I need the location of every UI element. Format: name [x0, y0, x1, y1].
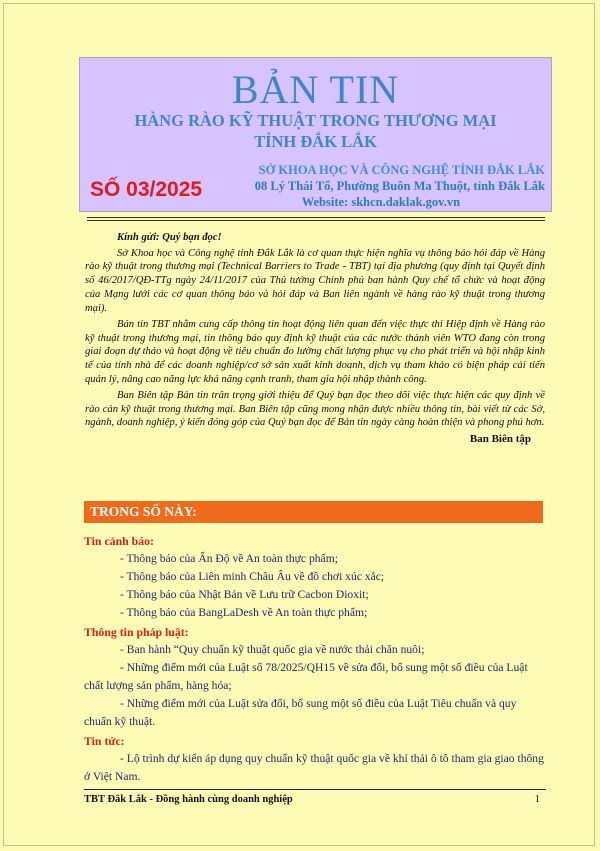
page-number: 1	[534, 794, 540, 805]
intro-paragraph-2: Bản tin TBT nhằm cung cấp thông tin hoạt động liên quan đến việc thực thi Hiệp định về Hàng rào kỹ thuật trong thương mại, tin thông báo quy định kỹ thuật của các nước thành viên WTO đang còn trong giai đoạn dự thảo và hoạt động về tiêu chuẩn đo lường chất lượng phục vụ cho phát triển và hội nhập kinh tế của tỉnh nhà để các doanh nghiệp/cơ sở sản xuất kinh doanh, dịch vụ tham khảo có biện pháp cải tiến quản lý, nâng cao năng lực khả năng cạnh tranh, tham gia hội nhập thành công.	[85, 318, 545, 385]
publisher-info	[255, 162, 545, 210]
newsletter-header	[79, 57, 552, 212]
issue-number: SỐ 03/2025	[90, 178, 203, 201]
toc-item[interactable]: - Những điểm mới của Luật số 78/2025/QH15 về sửa đổi, bổ sung một số điều của Luật chất lượng sản phẩm, hàng hóa;	[84, 661, 528, 692]
intro-paragraph-3: Ban Biên tập Bản tin trân trọng giới thiệu để Quý bạn đọc theo dõi việc thực hiện các quy định về rào cản kỹ thuật trong thương mại. Ban Biên tập cũng mong nhận được nhiều thông tin, bài viết từ các Sở, ngành, doanh nghiệp, ý kiến đóng góp của Quý bạn đọc để Bản tin ngày càng hoàn thiện và phong phú hơn.	[85, 389, 545, 429]
toc-item[interactable]: - Thông báo của Liên minh Châu Âu về đồ chơi xúc xắc;	[120, 570, 385, 583]
publisher-address: 08 Lý Thái Tổ, Phường Buôn Ma Thuột, tỉnh Đắk Lắk	[254, 179, 545, 193]
greeting: Kính gửi: Quý bạn đọc!	[117, 232, 222, 243]
toc-heading: TRONG SỐ NÀY:	[84, 501, 543, 523]
toc-item[interactable]: - Ban hành “Quy chuẩn kỹ thuật quốc gia về nước thải chăn nuôi;	[120, 643, 425, 656]
toc-section-legal: Thông tin pháp luật:	[84, 625, 189, 639]
toc-item[interactable]: - Thông báo của Ấn Độ về An toàn thực phẩm;	[120, 552, 338, 565]
table-of-contents	[84, 531, 546, 786]
toc-section-news: Tin tức:	[84, 734, 125, 748]
toc-item[interactable]: - Những điểm mới của Luật sửa đổi, bổ sung một số điều của Luật Tiêu chuẩn và quy chuẩn kỹ thuật.	[84, 697, 517, 728]
publisher-website: Website: skhcn.daklak.gov.vn	[301, 195, 461, 209]
toc-section-warnings: Tin cảnh báo:	[84, 534, 154, 548]
newsletter-title: BẢN TIN	[231, 67, 400, 112]
intro-letter	[85, 231, 545, 446]
footer-rule	[84, 789, 546, 790]
newsletter-subtitle-1: HÀNG RÀO KỸ THUẬT TRONG THƯƠNG MẠI	[134, 111, 497, 130]
toc-item[interactable]: - Thông báo của BangLaDesh về An toàn thực phẩm;	[120, 606, 368, 619]
signature: Ban Biên tập	[469, 432, 531, 445]
publisher-name: SỞ KHOA HỌC VÀ CÔNG NGHỆ TỈNH ĐẮK LẮK	[258, 163, 545, 177]
footer-slogan: TBT Đắk Lắk - Đồng hành cùng doanh nghiệp	[84, 794, 293, 805]
header-rule-double	[87, 220, 545, 221]
header-rule	[87, 217, 545, 218]
intro-paragraph-1: Sở Khoa học và Công nghệ tỉnh Đắk Lắk là cơ quan thực hiện nghĩa vụ thông báo hỏi đáp về Hàng rào kỹ thuật trong thương mại (Technical Barriers to Trade - TBT) tại địa phương (quy định tại Quyết định số 46/2017/QĐ-TTg ngày 24/11/2017 của Thủ tướng Chính phủ ban hành Quy chế tổ chức và hoạt động của Mạng lưới các cơ quan thông báo và hỏi đáp và Ban liên ngành về hàng rào kỹ thuật trong thương mại).	[85, 247, 545, 314]
newsletter-subtitle-2: TỈNH ĐẮK LẮK	[254, 132, 377, 151]
toc-item[interactable]: - Thông báo của Nhật Bản về Lưu trữ Cacbon Dioxit;	[120, 588, 369, 601]
toc-item[interactable]: - Lộ trình dự kiến áp dụng quy chuẩn kỹ thuật quốc gia về khí thải ô tô tham gia giao thông ở Việt Nam.	[84, 752, 544, 783]
